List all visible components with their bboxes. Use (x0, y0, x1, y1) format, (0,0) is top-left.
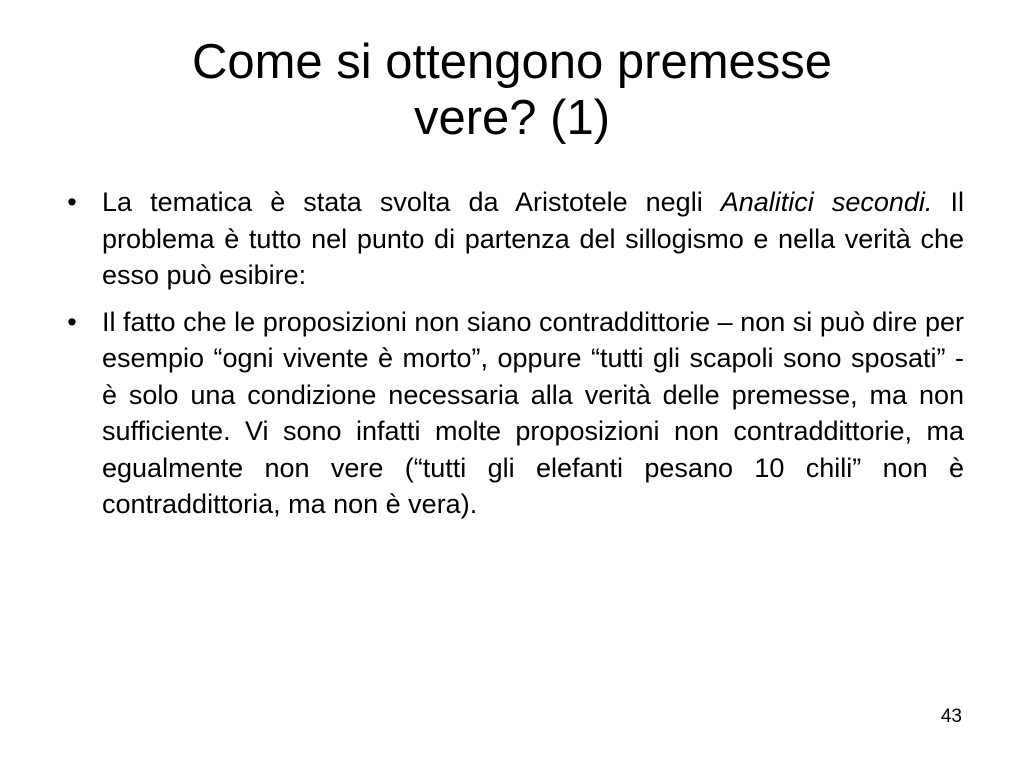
bullet-1-text-continued: Il problema è tutto nel punto di partenza del sillogismo e nella verità che esso può esibire: (102, 187, 964, 290)
bullet-icon: • (67, 306, 77, 337)
slide-number: 43 (940, 706, 962, 727)
bullet-2-text: Il fatto che le proposizioni non siano contraddittorie – non si può dire per esempio “ogni vivente è morto”, oppure “tutti gli scapoli sono sposati” - è solo una condizione necessaria alla verità delle premesse, ma non sufficiente. Vi sono infatti molte proposizioni non contraddittorie, ma egualmente non vere (“tutti gli elefanti pesano 10 chili” non è contraddittoria, ma non è vera). (102, 306, 964, 519)
slide-title-line-2: vere? (1) (413, 91, 611, 145)
bullet-list (60, 184, 964, 533)
bullet-1-text: La tematica è stata svolta da Aristotele negli (102, 187, 721, 217)
bullet-1-italic-title: Analitici secondi. (720, 187, 933, 217)
bullet-icon: • (67, 187, 77, 217)
bullet-item-2 (60, 304, 964, 523)
slide-title-line-1: Come si ottengono premesse (191, 35, 833, 89)
slide-title (60, 34, 964, 146)
bullet-item-1 (60, 184, 964, 294)
